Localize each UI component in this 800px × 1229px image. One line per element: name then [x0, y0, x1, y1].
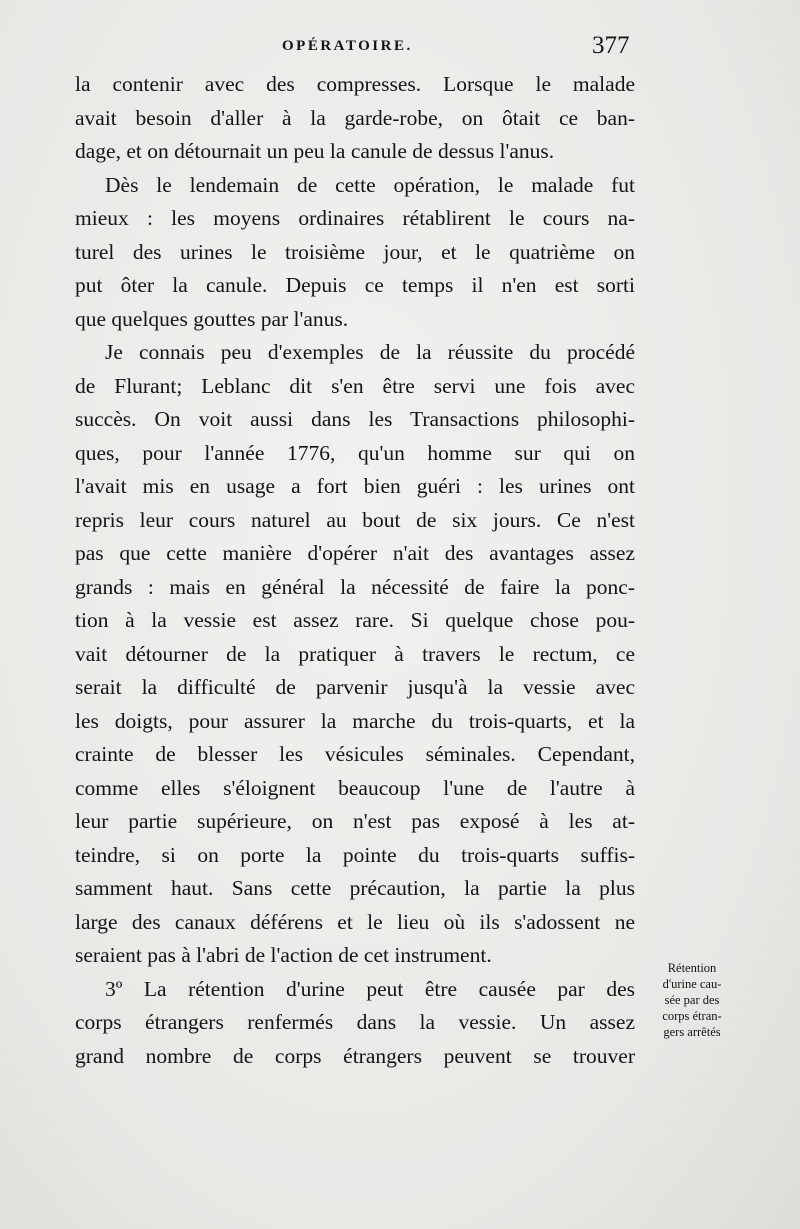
- text-line: seraient pas à l'abri de l'action de cet instrument.: [75, 943, 492, 967]
- margin-note-line: d'urine cau-: [662, 977, 722, 991]
- text-line: pas que cette manière d'opérer n'ait des avantages assez: [75, 541, 635, 565]
- text-line: corps étrangers renfermés dans la vessie. Un assez: [75, 1010, 635, 1034]
- text-line: avait besoin d'aller à la garde-robe, on ôtait ce ban-: [75, 105, 635, 130]
- text-line: tion à la vessie est assez rare. Si quelque chose pou-: [75, 608, 635, 632]
- text-line: succès. On voit aussi dans les Transactions philosophi-: [75, 407, 635, 431]
- text-line: les doigts, pour assurer la marche du trois-quarts, et la: [75, 708, 635, 733]
- text-line: Je connais peu d'exemples de la réussite du procédé: [105, 340, 635, 364]
- text-line: comme elles s'éloignent beaucoup l'une de l'autre à: [75, 775, 635, 800]
- running-head: OPÉRATOIRE.: [282, 38, 413, 54]
- text-line: repris leur cours naturel au bout de six jours. Ce n'est: [75, 507, 635, 532]
- page-number: 377: [592, 32, 630, 59]
- text-line: de Flurant; Leblanc dit s'en être servi une fois avec: [75, 373, 635, 398]
- margin-note-line: sée par des: [664, 993, 720, 1007]
- text-line: grands : mais en général la nécessité de faire la ponc-: [75, 574, 635, 599]
- margin-note: [636, 960, 748, 1040]
- text-line: teindre, si on porte la pointe du trois-quarts suffis-: [75, 842, 635, 867]
- text-line: vait détourner de la pratiquer à travers le rectum, ce: [75, 641, 635, 666]
- text-line: crainte de blesser les vésicules séminales. Cependant,: [75, 742, 635, 766]
- text-line: ques, pour l'année 1776, qu'un homme sur qui on: [75, 440, 635, 465]
- text-line: turel des urines le troisième jour, et le quatrième on: [75, 239, 635, 264]
- text-line: large des canaux déférens et le lieu où ils s'adossent ne: [75, 909, 635, 934]
- text-line: samment haut. Sans cette précaution, la partie la plus: [75, 876, 635, 900]
- text-line: mieux : les moyens ordinaires rétablirent le cours na-: [75, 206, 635, 230]
- text-line: leur partie supérieure, on n'est pas exposé à les at-: [75, 809, 635, 833]
- text-line: 3º La rétention d'urine peut être causée par des: [105, 976, 635, 1001]
- margin-note-line: corps étran-: [662, 1009, 722, 1023]
- margin-note-line: Rétention: [667, 961, 717, 975]
- body-text: [75, 68, 635, 1073]
- text-line: que quelques gouttes par l'anus.: [75, 306, 349, 331]
- text-line: grand nombre de corps étrangers peuvent se trouver: [75, 1043, 635, 1068]
- text-line: Dès le lendemain de cette opération, le malade fut: [105, 172, 635, 197]
- text-line: put ôter la canule. Depuis ce temps il n'en est sorti: [75, 273, 635, 297]
- margin-note-line: gers arrêtés: [663, 1025, 721, 1039]
- text-line: serait la difficulté de parvenir jusqu'à la vessie avec: [75, 675, 635, 699]
- text-line: dage, et on détournait un peu la canule de dessus l'anus.: [75, 139, 555, 163]
- text-line: la contenir avec des compresses. Lorsque le malade: [75, 72, 635, 96]
- text-line: l'avait mis en usage a fort bien guéri : les urines ont: [75, 474, 635, 498]
